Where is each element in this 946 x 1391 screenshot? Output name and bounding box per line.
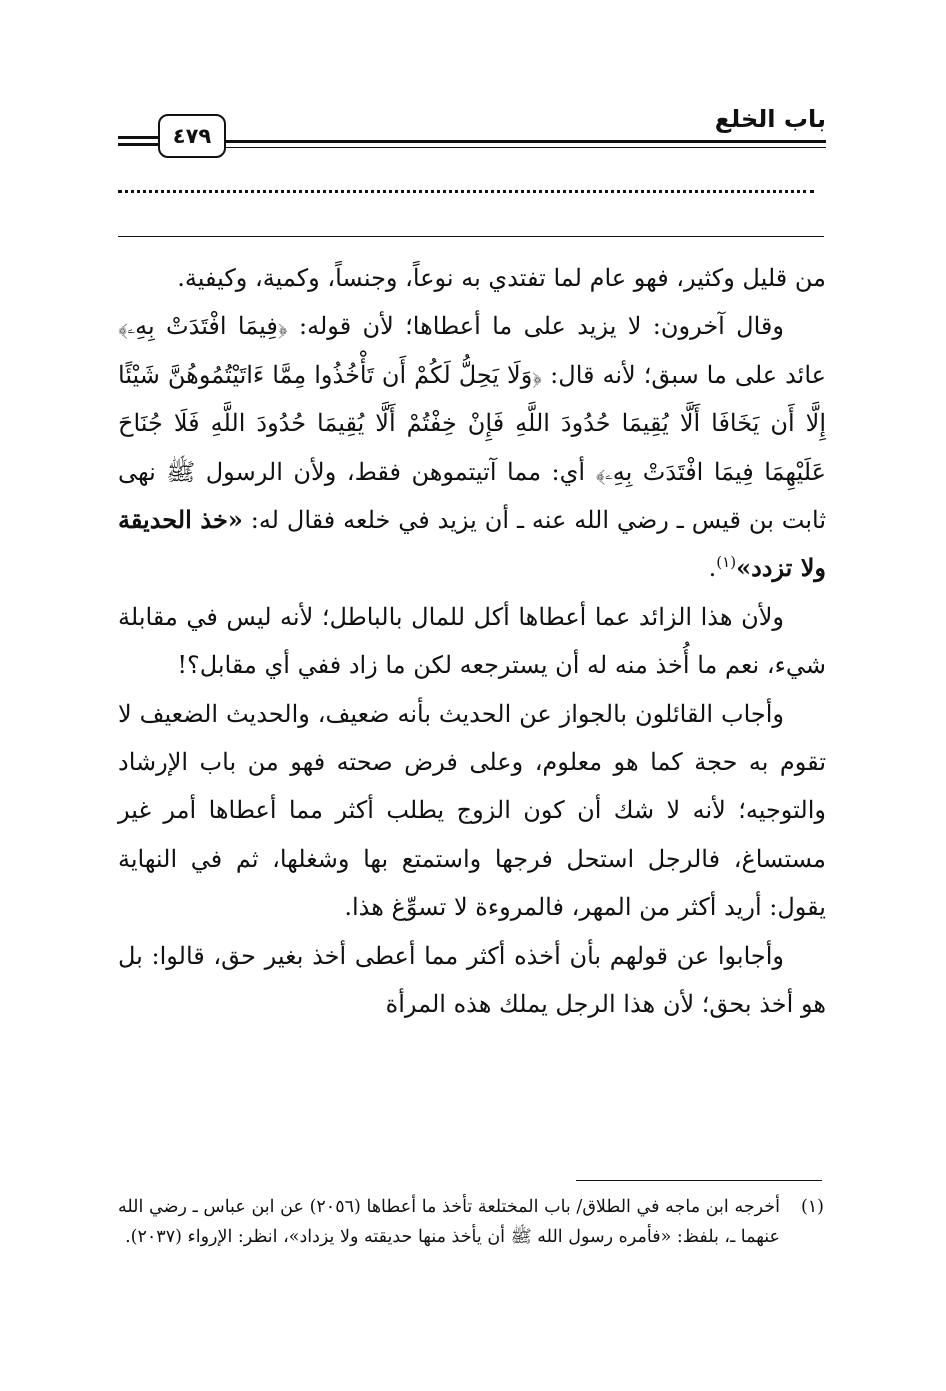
footnote-rule	[576, 1180, 822, 1181]
header-rule	[224, 147, 826, 148]
paragraph	[118, 302, 826, 592]
footnote-reference: (١)	[716, 553, 737, 572]
body-text	[118, 254, 826, 1029]
paragraph-text: عائد على ما سبق؛ لأنه قال:	[542, 360, 826, 389]
paragraph-text: أي: مما آتيتموهن فقط، ولأن الرسول ﷺ نهى ثابت بن قيس ـ رضي الله عنه ـ أن يزيد في خلعه فقال له:	[118, 457, 827, 535]
quran-verse: ﴿فِيمَا افْتَدَتْ بِهِۦ﴾	[118, 312, 288, 341]
header-rule	[224, 140, 826, 143]
paragraph: ولأن هذا الزائد عما أعطاها أكل للمال بالباطل؛ لأنه ليس في مقابلة شيء، نعم ما أُخذ منه له أن يسترجعه لكن ما زاد ففي أي مقابل؟!	[118, 602, 826, 680]
page-header	[118, 104, 826, 158]
header-rule	[118, 136, 158, 139]
footnote-marker: (١)	[800, 1197, 824, 1217]
paragraph: من قليل وكثير، فهو عام لما تفتدي به نوعاً، وجنساً، وكمية، وكيفية.	[177, 264, 826, 292]
chapter-title: باب الخلع	[714, 105, 826, 133]
section-rule	[118, 236, 824, 237]
paragraph: وأجاب القائلون بالجواز عن الحديث بأنه ضعيف، والحديث الضعيف لا تقوم به حجة كما هو معلوم، وعلى فرض صحته فهو من باب الإرشاد والتوجيه؛ لأنه لا شك أن كون الزوج يطلب أكثر مما أعطاها أمر غير مستساغ، فالرجل استحل فرجها واستمتع بها وشغلها، ثم في النهاية يقول: أريد أكثر من المهر، فالمروءة لا تسوِّغ هذا.	[118, 699, 826, 922]
hadith-quote: «خذ الحديقة ولا تزدد»	[118, 505, 826, 583]
footnotes	[118, 1192, 824, 1252]
dotted-separator	[118, 190, 814, 193]
footnote	[118, 1192, 824, 1252]
paragraph-text: وقال آخرون: لا يزيد على ما أعطاها؛ لأن قوله:	[287, 312, 784, 341]
page-number: ٤٧٩	[158, 114, 226, 158]
header-rule	[118, 143, 158, 146]
paragraph: وأجابوا عن قولهم بأن أخذه أكثر مما أعطى أخذ بغير حق، قالوا: بل هو أخذ بحق؛ لأن هذا الرجل يملك هذه المرأة	[118, 941, 826, 1019]
quran-verse: ﴿وَلَا يَحِلُّ لَكُمْ أَن تَأْخُذُوا مِمَّا ءَاتَيْتُمُوهُنَّ شَيْئًا إِلَّا أَن يَخَافَا أَلَّا يُقِيمَا حُدُودَ اللَّهِ فَإِنْ خِفْتُمْ أَلَّا يُقِيمَا حُدُودَ اللَّهِ فَلَا جُنَاحَ عَلَيْهِمَا فِيمَا افْتَدَتْ بِهِۦ﴾	[118, 360, 826, 486]
paragraph-text: .	[708, 554, 717, 583]
footnote-text: أخرجه ابن ماجه في الطلاق/ باب المختلعة تأخذ ما أعطاها (٢٠٥٦) عن ابن عباس ـ رضي الله عنهما ـ، بلفظ: «فأمره رسول الله ﷺ أن يأخذ منها حديقته ولا يزداد»، انظر: الإرواء (٢٠٣٧).	[118, 1197, 780, 1247]
